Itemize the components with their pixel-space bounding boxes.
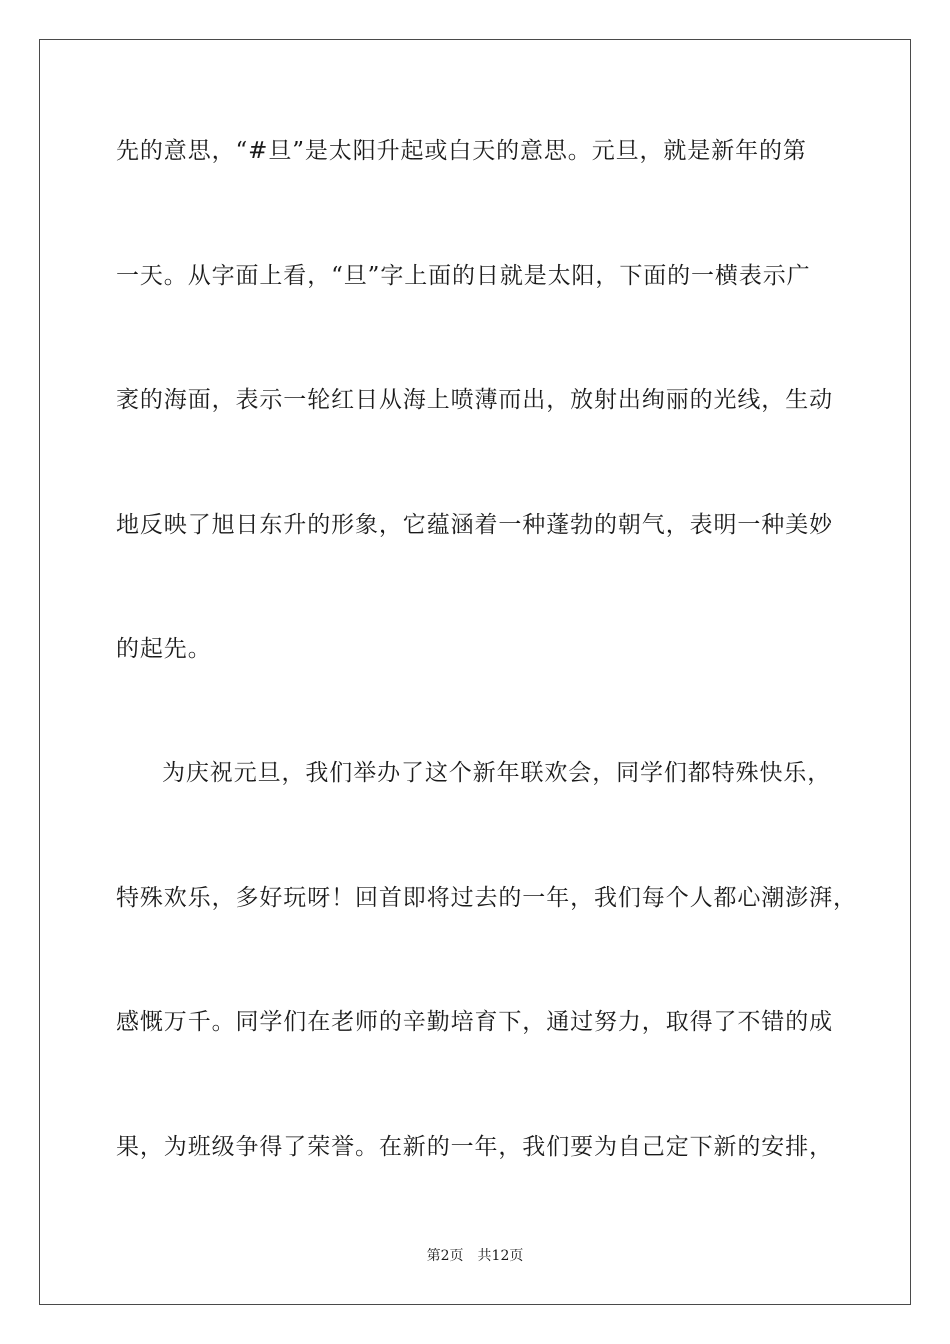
body-line: 特殊欢乐，多好玩呀！回首即将过去的一年，我们每个人都心潮澎湃， — [116, 885, 857, 911]
body-line: 感慨万千。同学们在老师的辛勤培育下，通过努力，取得了不错的成 — [116, 1009, 833, 1035]
body-line: 果，为班级争得了荣誉。在新的一年，我们要为自己定下新的安排， — [116, 1134, 833, 1160]
page-border — [39, 39, 911, 1305]
page-number-footer: 第2页 共12页 — [426, 1248, 524, 1264]
body-line: 先的意思，“#旦”是太阳升起或白天的意思。元旦，就是新年的第 — [116, 138, 807, 164]
body-line: 一天。从字面上看，“旦”字上面的日就是太阳，下面的一横表示广 — [116, 263, 811, 289]
body-line: 为庆祝元旦，我们举办了这个新年联欢会，同学们都特殊快乐， — [162, 760, 832, 786]
body-line: 的起先。 — [116, 636, 212, 662]
body-line: 地反映了旭日东升的形象，它蕴涵着一种蓬勃的朝气，表明一种美妙 — [116, 512, 833, 538]
body-line: 袤的海面，表示一轮红日从海上喷薄而出，放射出绚丽的光线，生动 — [116, 387, 833, 413]
